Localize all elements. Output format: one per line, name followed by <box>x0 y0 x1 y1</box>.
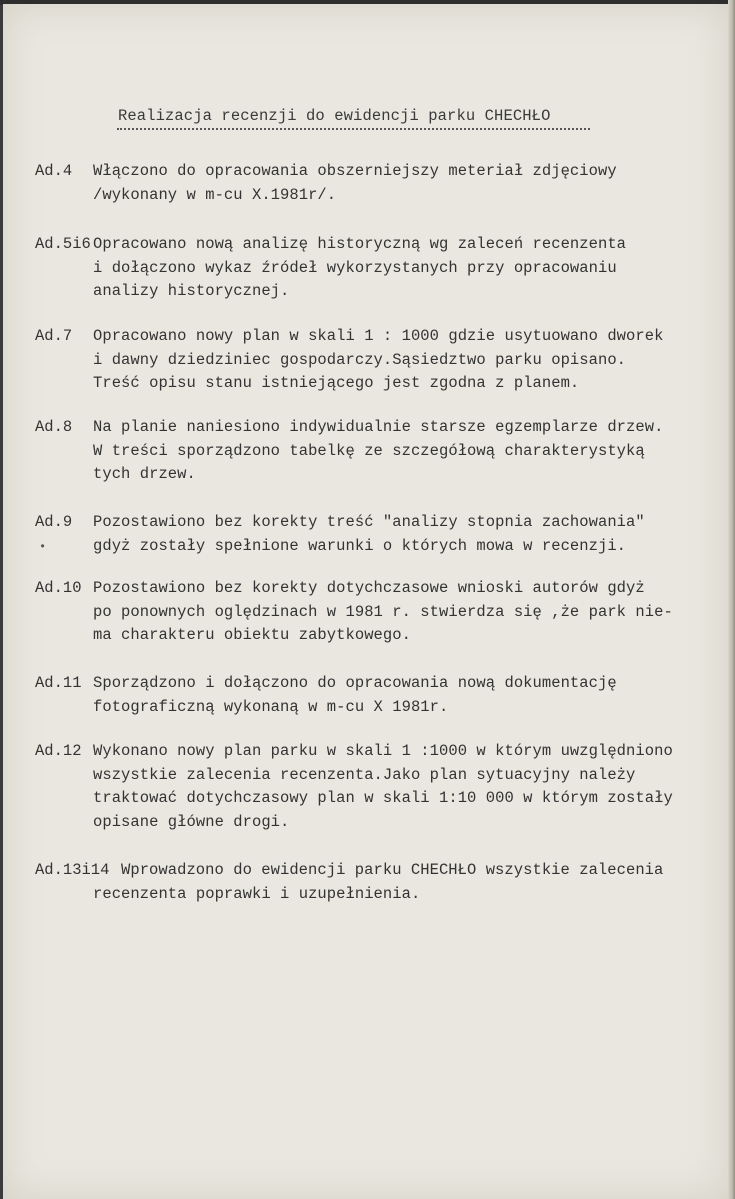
entry-label: Ad.11 <box>35 674 82 692</box>
entry-text-line: recenzenta poprawki i uzupełnienia. <box>93 884 421 903</box>
entry-text-line: traktować dotychczasowy plan w skali 1:10 000 w którym zostały <box>93 789 673 807</box>
entry-text-line: W treści sporządzono tabelkę ze szczegółową charakterystyką <box>93 441 645 460</box>
entry-text-line: Opracowano nowy plan w skali 1 : 1000 gdzie usytuowano dworek <box>93 327 664 345</box>
entry-label: Ad.4 <box>35 162 73 180</box>
entry-label: Ad.9 <box>35 513 73 531</box>
entry-label: Ad.12 <box>35 742 82 760</box>
page-edge <box>728 0 735 1199</box>
entry-text-line: fotograficzną wykonaną w m-cu X 1981r. <box>93 697 449 716</box>
entry-text-line: po ponownych oględzinach w 1981 r. stwierdza się ,że park nie- <box>93 602 673 621</box>
entry-text-line: Pozostawiono bez korekty dotychczasowe wnioski autorów gdyż <box>93 579 645 597</box>
entry-text-line: Pozostawiono bez korekty treść "analizy stopnia zachowania" <box>93 513 645 531</box>
entry-label: Ad.8 <box>35 418 73 436</box>
title-underline <box>117 128 590 130</box>
entry-text-line: ma charakteru obiektu zabytkowego. <box>93 626 411 644</box>
entry-text-line: Włączono do opracowania obszerniejszy meteriał zdjęciowy <box>93 162 617 180</box>
entry-text-line: gdyż zostały spełnione warunki o których mowa w recenzji. <box>93 536 627 555</box>
stray-dot-mark: • <box>39 540 47 554</box>
entry-label: Ad.13i14 <box>35 861 110 879</box>
entry-text-line: tych drzew. <box>93 465 196 483</box>
entry-text-line: analizy historycznej. <box>93 282 290 300</box>
entry-text-line: Wprowadzono do ewidencji parku CHECHŁO wszystkie zalecenia <box>121 861 664 879</box>
entry-text-line: Na planie naniesiono indywidualnie starsze egzemplarze drzew. <box>93 418 664 436</box>
entry-text-line: wszystkie zalecenia recenzenta.Jako plan sytuacyjny należy <box>93 765 636 784</box>
entry-text-line: i dołączono wykaz źródeł wykorzystanych przy opracowaniu <box>93 258 617 277</box>
entry-text-line: Wykonano nowy plan parku w skali 1 :1000 w którym uwzględniono <box>93 742 673 760</box>
entry-label: Ad.5i6 <box>35 235 91 253</box>
entry-text-line: i dawny dziedziniec gospodarczy.Sąsiedztwo parku opisano. <box>93 350 627 369</box>
entry-text-line: opisane główne drogi. <box>93 812 290 831</box>
entry-text-line: Treść opisu stanu istniejącego jest zgodna z planem. <box>93 374 580 392</box>
entry-text-line: Sporządzono i dołączono do opracowania nową dokumentację <box>93 674 617 692</box>
entry-text-line: /wykonany w m-cu X.1981r/. <box>93 185 337 204</box>
entry-text-line: Opracowano nową analizę historyczną wg zaleceń recenzenta <box>93 235 627 253</box>
document-page <box>3 4 728 1199</box>
document-title: Realizacja recenzji do ewidencji parku CHECHŁO <box>118 107 551 125</box>
entry-label: Ad.7 <box>35 327 73 345</box>
entry-label: Ad.10 <box>35 579 82 597</box>
